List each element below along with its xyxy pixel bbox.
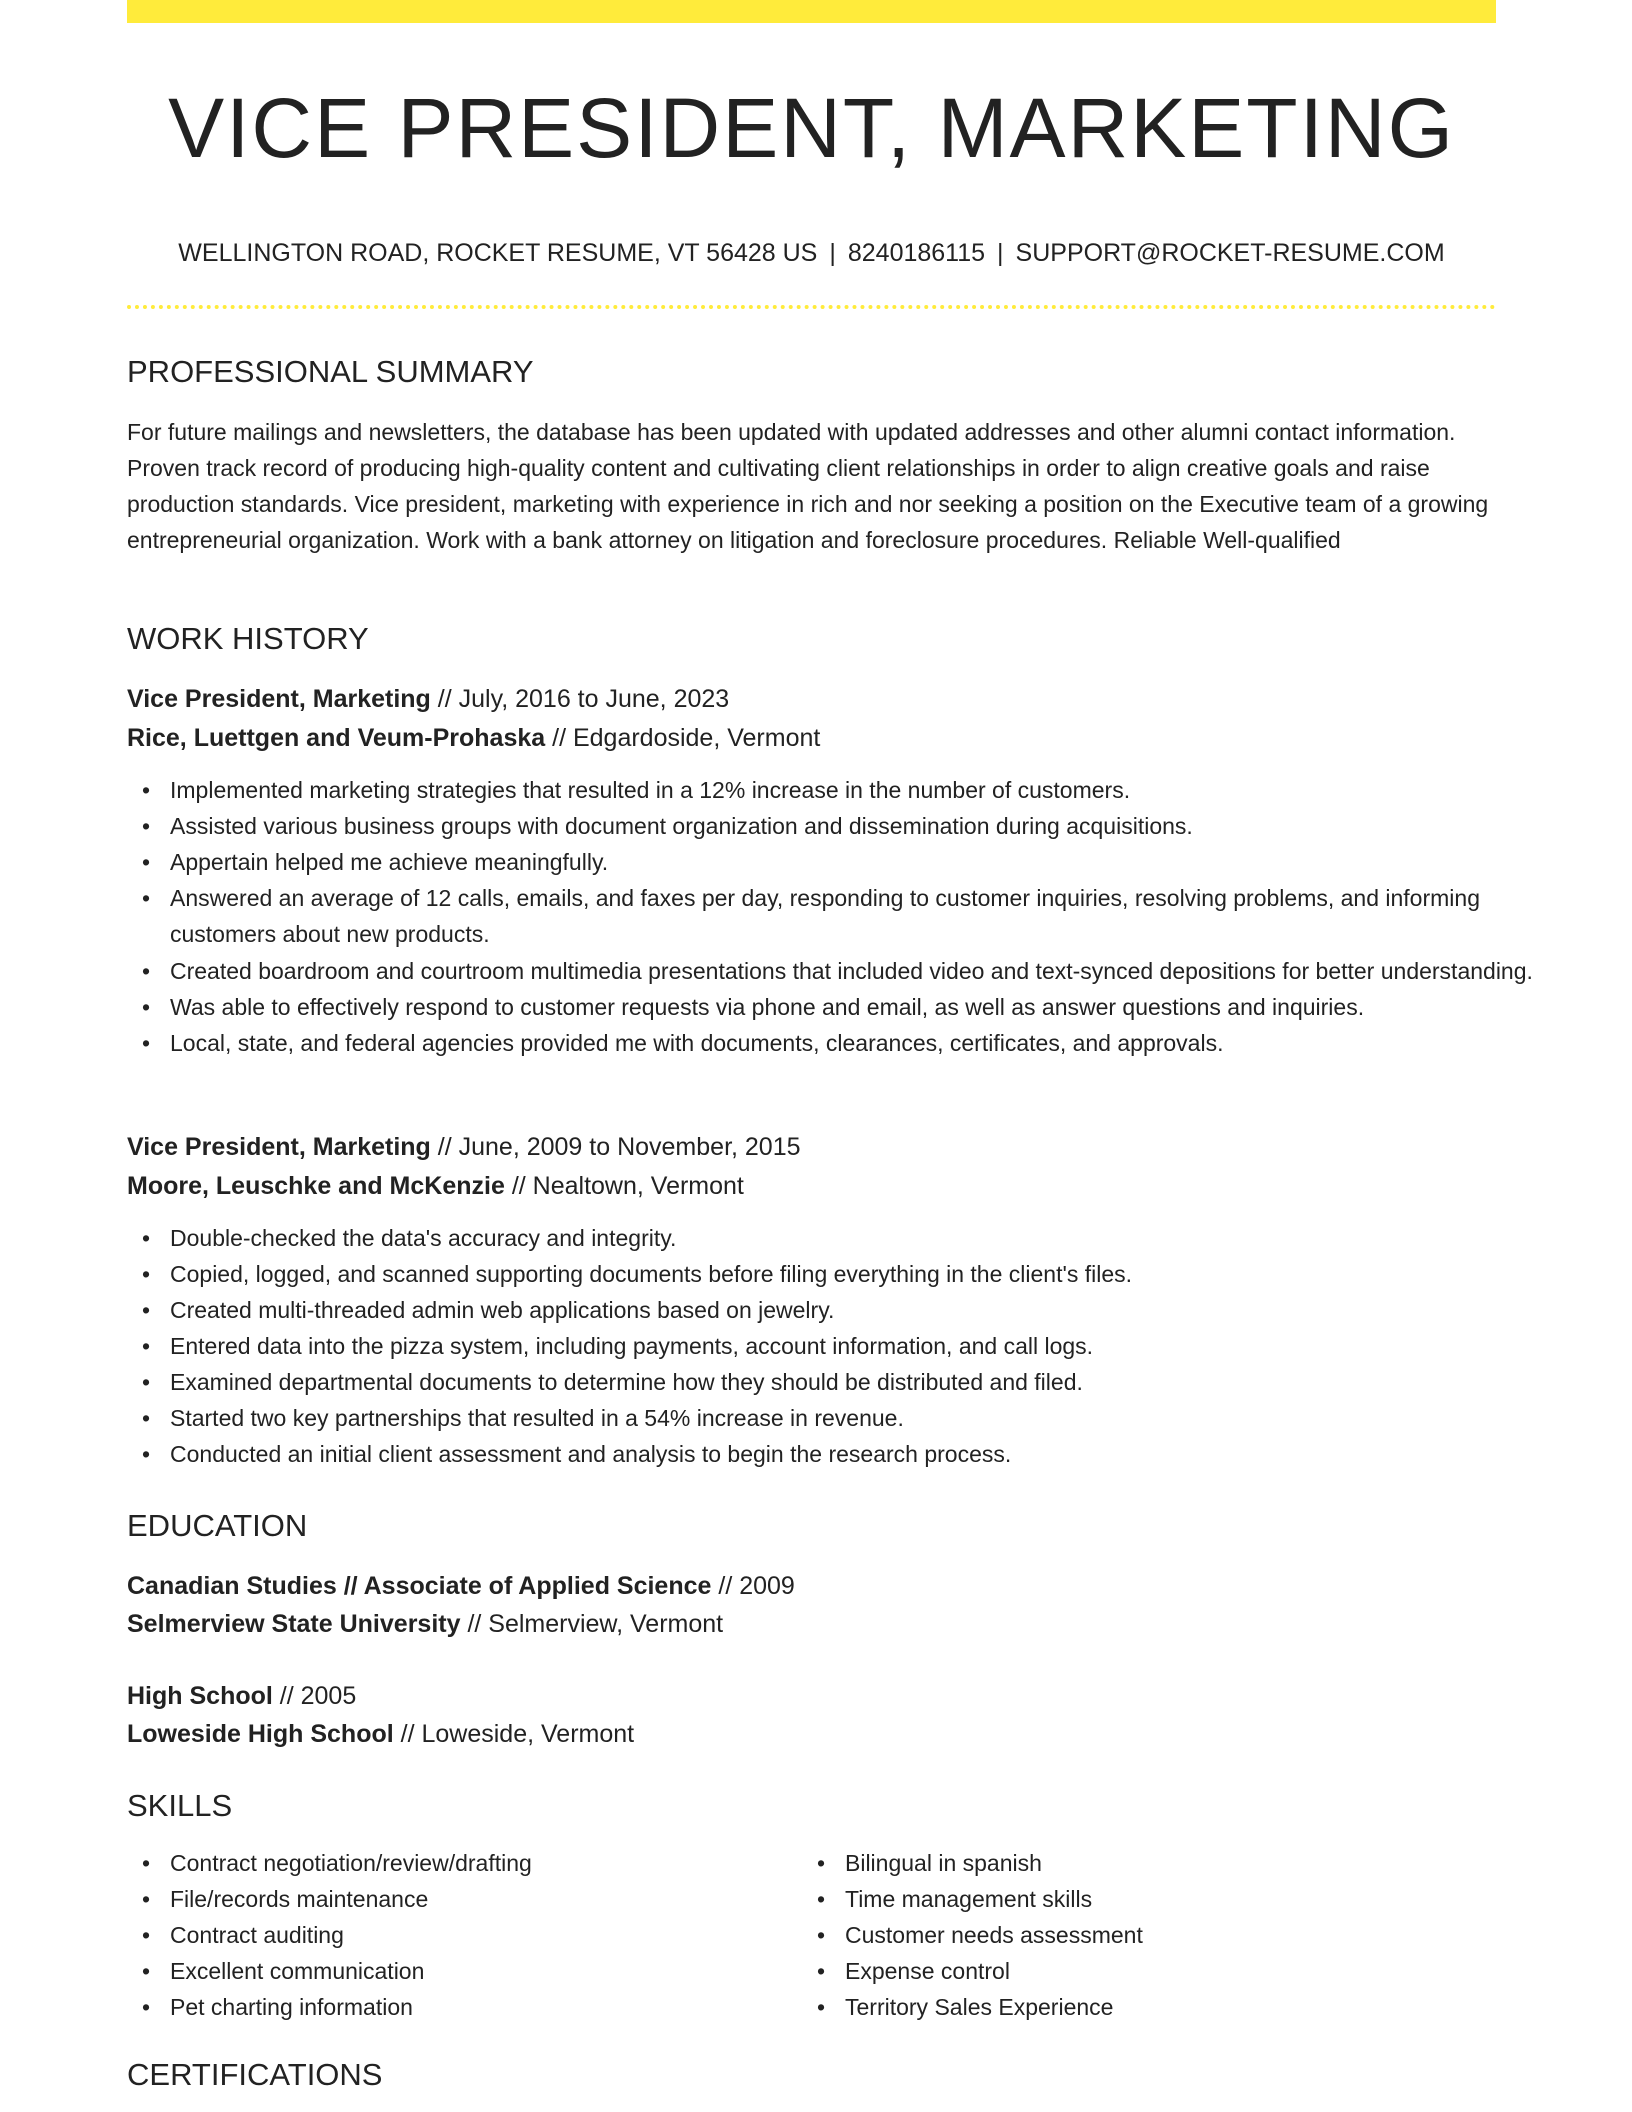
list-item: • Excellent communication (170, 1953, 770, 1989)
job-company: Rice, Luettgen and Veum-Prohaska (127, 724, 546, 752)
education-year: // 2009 (711, 1572, 795, 1600)
job-company-line (127, 719, 820, 757)
list-item: • Bilingual in spanish (845, 1845, 1445, 1881)
list-item: • Implemented marketing strategies that resulted in a 12% increase in the number of customers. (170, 772, 1539, 808)
contact-separator: | (829, 239, 836, 267)
summary-text: For future mailings and newsletters, the database has been updated with updated addresses and other alumni contact information. Proven track record of producing high-quality content and cultivating client relationships in order to align creative goals and raise production standards. Vice president, marketing with experience in rich and nor seeking a position on the Executive team of a growing entrepreneurial organization. Work with a bank attorney on litigation and foreclosure procedures. Reliable Well-qualified (127, 419, 1489, 553)
section-heading-certifications: CERTIFICATIONS (127, 2057, 383, 2092)
dotted-divider (127, 305, 1496, 309)
section-heading-summary: PROFESSIONAL SUMMARY (127, 354, 534, 389)
job-title: Vice President, Marketing (127, 1133, 431, 1161)
job-dates: // July, 2016 to June, 2023 (430, 685, 730, 713)
section-heading-skills: SKILLS (127, 1788, 233, 1823)
job-dates: // June, 2009 to November, 2015 (430, 1133, 801, 1161)
contact-separator: | (997, 239, 1004, 267)
job-title-line (127, 680, 729, 718)
job-bullets (127, 1220, 1539, 1472)
list-item: • Contract auditing (170, 1917, 770, 1953)
job-bullets (127, 772, 1539, 1061)
job-company-line (127, 1167, 744, 1205)
list-item: • Entered data into the pizza system, including payments, account information, and call logs. (170, 1328, 1539, 1364)
list-item: • Was able to effectively respond to customer requests via phone and email, as well as answer questions and inquiries. (170, 989, 1539, 1025)
education-degree-line (127, 1677, 356, 1715)
list-item: • Local, state, and federal agencies provided me with documents, clearances, certificates, and approvals. (170, 1025, 1539, 1061)
list-item: • File/records maintenance (170, 1881, 770, 1917)
contact-phone: 8240186115 (847, 239, 986, 267)
list-item: • Expense control (845, 1953, 1445, 1989)
list-item: • Contract negotiation/review/drafting (170, 1845, 770, 1881)
list-item: • Answered an average of 12 calls, emails, and faxes per day, responding to customer inquiries, resolving problems, and informing customers about new products. (170, 880, 1539, 952)
education-degree: Canadian Studies // Associate of Applied Science (127, 1572, 712, 1600)
list-item: • Assisted various business groups with document organization and dissemination during acquisitions. (170, 808, 1539, 844)
list-item: • Created boardroom and courtroom multimedia presentations that included video and text-synced depositions for better understanding. (170, 953, 1539, 989)
list-item: • Started two key partnerships that resulted in a 54% increase in revenue. (170, 1400, 1539, 1436)
list-item: • Examined departmental documents to determine how they should be distributed and filed. (170, 1364, 1539, 1400)
education-location: // Selmerview, Vermont (460, 1610, 724, 1638)
page-title: VICE PRESIDENT, MARKETING (168, 81, 1455, 175)
accent-bar (127, 0, 1496, 23)
education-school: Selmerview State University (127, 1610, 461, 1638)
job-title-line (127, 1128, 801, 1166)
section-heading-education: EDUCATION (127, 1508, 308, 1543)
section-heading-work: WORK HISTORY (127, 621, 369, 656)
job-title: Vice President, Marketing (127, 685, 431, 713)
job-company: Moore, Leuschke and McKenzie (127, 1172, 505, 1200)
list-item: • Pet charting information (170, 1989, 770, 2025)
education-school: Loweside High School (127, 1720, 394, 1748)
contact-line (127, 236, 1496, 270)
list-item: • Customer needs assessment (845, 1917, 1445, 1953)
skills-list-right (802, 1845, 1445, 2025)
skills-list-left (127, 1845, 770, 2025)
contact-address: WELLINGTON ROAD, ROCKET RESUME, VT 56428 US (178, 239, 818, 267)
education-school-line (127, 1605, 723, 1643)
contact-email: SUPPORT@ROCKET-RESUME.COM (1015, 239, 1445, 267)
list-item: • Appertain helped me achieve meaningfully. (170, 844, 1539, 880)
education-location: // Loweside, Vermont (393, 1720, 635, 1748)
list-item: • Copied, logged, and scanned supporting documents before filing everything in the client's files. (170, 1256, 1539, 1292)
education-year: // 2005 (272, 1682, 357, 1710)
job-location: // Edgardoside, Vermont (545, 724, 821, 752)
education-degree-line (127, 1567, 795, 1605)
list-item: • Conducted an initial client assessment and analysis to begin the research process. (170, 1436, 1539, 1472)
list-item: • Created multi-threaded admin web applications based on jewelry. (170, 1292, 1539, 1328)
list-item: • Double-checked the data's accuracy and integrity. (170, 1220, 1539, 1256)
education-school-line (127, 1715, 634, 1753)
education-degree: High School (127, 1682, 273, 1710)
list-item: • Time management skills (845, 1881, 1445, 1917)
list-item: • Territory Sales Experience (845, 1989, 1445, 2025)
job-location: // Nealtown, Vermont (504, 1172, 744, 1200)
